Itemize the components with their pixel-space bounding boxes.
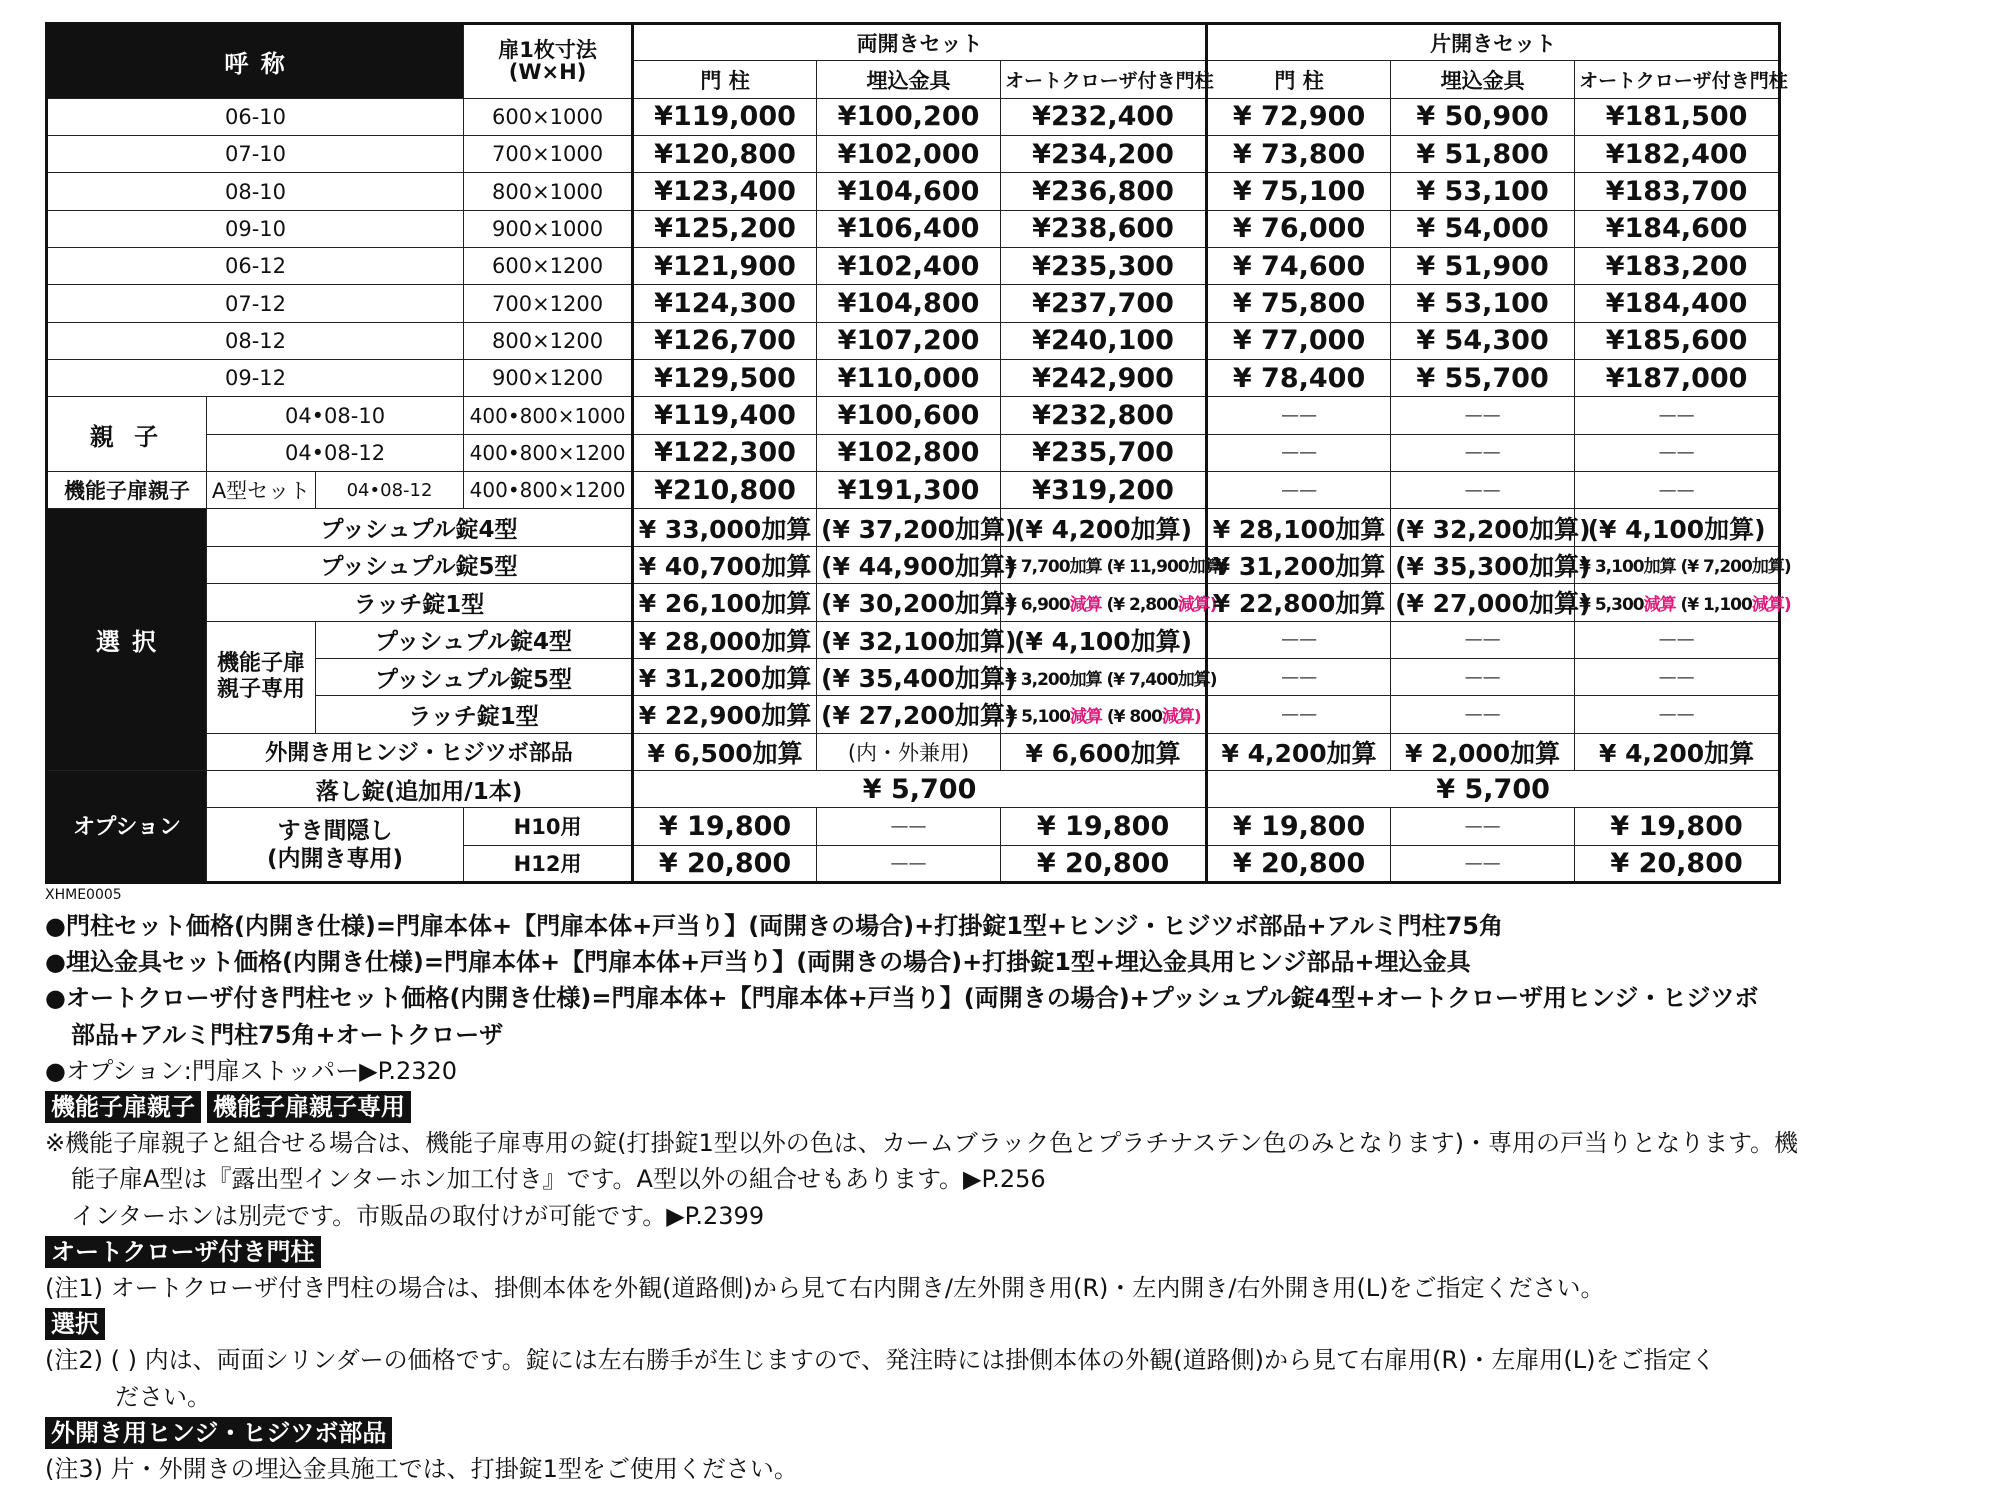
dash-cell: ——: [1391, 808, 1575, 845]
price-cell: ¥ 19,800: [1001, 808, 1207, 845]
kinou-only-label: 機能子扉 親子専用: [207, 621, 316, 733]
row-size: 600×1000: [464, 98, 633, 135]
price-cell: ¥ 20,800: [1207, 845, 1391, 882]
price-cell: ¥ 5,300減算 (¥ 1,100減算): [1575, 584, 1780, 621]
table-row: [47, 621, 1780, 658]
price-cell: (¥ 27,200加算): [817, 696, 1001, 733]
price-cell: ¥126,700: [633, 322, 817, 359]
note-post-set: ●門柱セット価格(内開き仕様)=門扉本体+【門扉本体+戸当り】(両開きの場合)+打掛錠1型+ヒンジ・ヒジツボ部品+アルミ門柱75角: [45, 912, 1504, 940]
price-cell: (¥ 4,100加算): [1001, 621, 1207, 658]
option-name: ラッチ錠1型: [316, 696, 633, 733]
tag-row: [45, 1306, 1985, 1342]
dash-cell: ——: [1207, 621, 1391, 658]
table-row: [47, 770, 1780, 807]
row-name: 06-12: [47, 248, 464, 285]
row-name: 09-10: [47, 210, 464, 247]
note-autocloser-set-cont: 部品+アルミ門柱75角+オートクローザ: [71, 1020, 504, 1049]
dash-cell: ——: [1391, 696, 1575, 733]
dash-cell: ——: [1391, 397, 1575, 434]
price-cell: ¥121,900: [633, 248, 817, 285]
price-cell: ¥ 20,800: [1575, 845, 1780, 882]
price-cell: ¥120,800: [633, 136, 817, 173]
col-embed: 埋込金具: [1391, 61, 1575, 98]
table-row: [47, 322, 1780, 359]
note-autocloser-set: ●オートクローザ付き門柱セット価格(内開き仕様)=門扉本体+【門扉本体+戸当り】(両開きの場合)+プッシュプル錠4型+オートクローザ用ヒンジ・ヒジツボ: [45, 984, 1759, 1013]
row-size: 900×1200: [464, 360, 633, 397]
price-cell: (¥ 4,200加算): [1001, 509, 1207, 546]
price-cell: ¥ 78,400: [1207, 360, 1391, 397]
row-name: 04•08-12: [207, 434, 464, 471]
price-cell: ¥ 20,800: [633, 845, 817, 882]
price-cell: ¥ 5,100減算 (¥ 800減算): [1001, 696, 1207, 733]
price-cell: (¥ 4,100加算): [1575, 509, 1780, 546]
dash-cell: ——: [1575, 397, 1780, 434]
dash-cell: ——: [1391, 621, 1575, 658]
dash-cell: ——: [1391, 434, 1575, 471]
price-table: [45, 22, 1791, 884]
row-name: 08-12: [47, 322, 464, 359]
price-cell: ¥ 4,200加算: [1575, 733, 1780, 770]
col-embed: 埋込金具: [817, 61, 1001, 98]
row-size: 400•800×1200: [464, 472, 633, 509]
tag-row: [45, 1089, 1985, 1125]
table-row: [47, 733, 1780, 770]
option-name: プッシュプル錠4型: [207, 509, 633, 546]
option-name: プッシュプル錠5型: [207, 546, 633, 583]
option-name: プッシュプル錠5型: [316, 658, 633, 695]
price-cell: ¥102,800: [817, 434, 1001, 471]
note-embed-set: ●埋込金具セット価格(内開き仕様)=門扉本体+【門扉本体+戸当り】(両開きの場合)+打掛錠1型+埋込金具用ヒンジ部品+埋込金具: [45, 948, 1471, 977]
price-cell: ¥ 55,700: [1391, 360, 1575, 397]
price-cell: ¥102,400: [817, 248, 1001, 285]
price-cell: ¥ 50,900: [1391, 98, 1575, 135]
price-cell: ¥ 51,800: [1391, 136, 1575, 173]
price-cell: ¥187,000: [1575, 360, 1780, 397]
price-cell: ¥ 6,500加算: [633, 733, 817, 770]
price-cell: ¥237,700: [1001, 285, 1207, 322]
price-cell: ¥235,300: [1001, 248, 1207, 285]
price-cell: ¥ 75,100: [1207, 173, 1391, 210]
row-name: 04•08-10: [207, 397, 464, 434]
single-set-header: 片開きセット: [1207, 24, 1780, 61]
note-2: (注2) ( ) 内は、両面シリンダーの価格です。錠には左右勝手が生じますので、発注時には掛側本体の外観(道路側)から見て右扉用(R)・左扉用(L)をご指定く: [45, 1346, 1716, 1375]
note-kinou: ※機能子扉親子と組合せる場合は、機能子扉専用の錠(打掛錠1型以外の色は、カームブラック色とプラチナステン色のみとなります)・専用の戸当りとなります。機: [45, 1129, 1799, 1158]
price-cell: (¥ 44,900加算): [817, 546, 1001, 583]
price-cell: ¥123,400: [633, 173, 817, 210]
tag-row: [45, 1234, 1985, 1270]
price-cell: ¥ 20,800: [1001, 845, 1207, 882]
price-cell: ¥ 53,100: [1391, 173, 1575, 210]
tag-kinou-only: 機能子扉親子専用: [207, 1091, 411, 1123]
price-cell: ¥ 19,800: [1207, 808, 1391, 845]
option-name: H10用: [464, 808, 633, 845]
option-label: オプション: [47, 770, 207, 882]
price-cell: ¥ 26,100加算: [633, 584, 817, 621]
row-name: 06-10: [47, 98, 464, 135]
dash-cell: ——: [1207, 696, 1391, 733]
price-cell: ¥ 3,200加算 (¥ 7,400加算): [1001, 658, 1207, 695]
price-cell: ¥ 31,200加算: [633, 658, 817, 695]
price-cell: ¥ 19,800: [633, 808, 817, 845]
price-cell: ¥ 75,800: [1207, 285, 1391, 322]
dash-cell: ——: [1575, 434, 1780, 471]
size-header: 扉1枚寸法 (W×H): [464, 24, 633, 99]
table-row: [47, 584, 1780, 621]
tag-hinge: 外開き用ヒンジ・ヒジツボ部品: [45, 1417, 392, 1449]
price-cell: (¥ 35,300加算): [1391, 546, 1575, 583]
product-code: XHME0005: [45, 887, 122, 903]
note-kinou-cont: 能子扉A型は『露出型インターホン加工付き』です。A型以外の組合せもあります。▶P.256: [71, 1165, 1046, 1194]
price-cell: ¥ 31,200加算: [1207, 546, 1391, 583]
price-cell: ¥210,800: [633, 472, 817, 509]
price-cell: ¥236,800: [1001, 173, 1207, 210]
price-cell: ¥110,000: [817, 360, 1001, 397]
price-cell: ¥ 5,700: [633, 770, 1207, 807]
tag-kinou: 機能子扉親子: [45, 1091, 201, 1123]
dash-cell: ——: [817, 808, 1001, 845]
note-1: (注1) オートクローザ付き門柱の場合は、掛側本体を外観(道路側)から見て右内開き/左外開き用(R)・左内開き/右外開き用(L)をご指定ください。: [45, 1274, 1605, 1303]
kinou-label: 機能子扉親子: [47, 472, 207, 509]
price-cell: (¥ 32,200加算): [1391, 509, 1575, 546]
dash-cell: ——: [1207, 658, 1391, 695]
dash-cell: ——: [1391, 845, 1575, 882]
note-2-cont: ださい。: [115, 1382, 211, 1411]
price-cell: ¥ 72,900: [1207, 98, 1391, 135]
price-cell: (¥ 32,100加算): [817, 621, 1001, 658]
price-cell: ¥181,500: [1575, 98, 1780, 135]
price-cell: ¥119,000: [633, 98, 817, 135]
row-size: 900×1000: [464, 210, 633, 247]
price-cell: ¥ 7,700加算 (¥ 11,900加算): [1001, 546, 1207, 583]
price-cell: ¥319,200: [1001, 472, 1207, 509]
table-row: [47, 210, 1780, 247]
price-cell: ¥104,600: [817, 173, 1001, 210]
price-cell: ¥102,000: [817, 136, 1001, 173]
table-row: [47, 173, 1780, 210]
price-cell: (¥ 37,200加算): [817, 509, 1001, 546]
table-row: [47, 285, 1780, 322]
price-cell: ¥100,600: [817, 397, 1001, 434]
table-row: [47, 397, 1780, 434]
price-cell: ¥ 40,700加算: [633, 546, 817, 583]
row-size: 400•800×1200: [464, 434, 633, 471]
row-size: 600×1200: [464, 248, 633, 285]
price-cell: ¥ 28,000加算: [633, 621, 817, 658]
price-cell: ¥ 22,900加算: [633, 696, 817, 733]
sukima-label: すき間隠し (内開き専用): [207, 808, 464, 883]
col-post: 門 柱: [1207, 61, 1391, 98]
table-row: [47, 434, 1780, 471]
dash-cell: ——: [1207, 434, 1391, 471]
option-name: ラッチ錠1型: [207, 584, 633, 621]
price-cell: ¥185,600: [1575, 322, 1780, 359]
price-cell: ¥104,800: [817, 285, 1001, 322]
dash-cell: ——: [1575, 472, 1780, 509]
dash-cell: ——: [1575, 696, 1780, 733]
table-row: [47, 136, 1780, 173]
price-cell: ¥ 28,100加算: [1207, 509, 1391, 546]
price-cell: ¥238,600: [1001, 210, 1207, 247]
oyako-label: 親 子: [47, 397, 207, 472]
price-cell: ¥184,400: [1575, 285, 1780, 322]
price-cell: ¥124,300: [633, 285, 817, 322]
dash-cell: ——: [817, 845, 1001, 882]
price-cell: ¥240,100: [1001, 322, 1207, 359]
price-cell: ¥ 76,000: [1207, 210, 1391, 247]
select-label: 選 択: [47, 509, 207, 770]
dash-cell: ——: [1575, 658, 1780, 695]
price-cell: ¥ 54,300: [1391, 322, 1575, 359]
price-cell: ¥235,700: [1001, 434, 1207, 471]
price-cell: ¥ 53,100: [1391, 285, 1575, 322]
notes: [45, 908, 1985, 1487]
price-cell: ¥232,400: [1001, 98, 1207, 135]
name-header: 呼 称: [47, 24, 464, 99]
note-option: ●オプション:門扉ストッパー▶P.2320: [45, 1056, 458, 1085]
price-cell: ¥ 77,000: [1207, 322, 1391, 359]
price-cell: ¥ 74,600: [1207, 248, 1391, 285]
price-cell: ¥ 3,100加算 (¥ 7,200加算): [1575, 546, 1780, 583]
price-cell: ¥107,200: [817, 322, 1001, 359]
table-row: [47, 98, 1780, 135]
price-cell: ¥ 51,900: [1391, 248, 1575, 285]
price-cell: ¥ 22,800加算: [1207, 584, 1391, 621]
price-cell: (内・外兼用): [817, 733, 1001, 770]
col-post: 門 柱: [633, 61, 817, 98]
dash-cell: ——: [1207, 397, 1391, 434]
price-cell: ¥119,400: [633, 397, 817, 434]
tag-select: 選択: [45, 1308, 105, 1340]
row-size: 700×1000: [464, 136, 633, 173]
table-row: [47, 546, 1780, 583]
row-name: 07-12: [47, 285, 464, 322]
price-cell: ¥234,200: [1001, 136, 1207, 173]
dash-cell: ——: [1207, 472, 1391, 509]
price-cell: ¥ 19,800: [1575, 808, 1780, 845]
price-cell: ¥ 6,600加算: [1001, 733, 1207, 770]
price-cell: ¥106,400: [817, 210, 1001, 247]
row-size: 700×1200: [464, 285, 633, 322]
note-intercom: インターホンは別売です。市販品の取付けが可能です。▶P.2399: [71, 1201, 765, 1230]
price-cell: ¥ 6,900減算 (¥ 2,800減算): [1001, 584, 1207, 621]
dash-cell: ——: [1575, 621, 1780, 658]
price-cell: ¥182,400: [1575, 136, 1780, 173]
price-cell: (¥ 27,000加算): [1391, 584, 1575, 621]
price-cell: ¥ 4,200加算: [1207, 733, 1391, 770]
price-cell: ¥ 73,800: [1207, 136, 1391, 173]
price-cell: (¥ 35,400加算): [817, 658, 1001, 695]
col-autocloser: オートクローザ付き門柱: [1001, 61, 1207, 98]
table-row: [47, 248, 1780, 285]
row-size: 800×1000: [464, 173, 633, 210]
col-autocloser: オートクローザ付き門柱: [1575, 61, 1780, 98]
table-row: [47, 509, 1780, 546]
price-cell: ¥100,200: [817, 98, 1001, 135]
price-cell: ¥232,800: [1001, 397, 1207, 434]
price-cell: (¥ 30,200加算): [817, 584, 1001, 621]
table-row: [47, 472, 1780, 509]
option-name: 落し錠(追加用/1本): [207, 770, 633, 807]
row-name: 09-12: [47, 360, 464, 397]
tag-autocloser: オートクローザ付き門柱: [45, 1236, 321, 1268]
price-cell: ¥183,700: [1575, 173, 1780, 210]
dash-cell: ——: [1391, 472, 1575, 509]
price-cell: ¥242,900: [1001, 360, 1207, 397]
option-name: H12用: [464, 845, 633, 882]
price-cell: ¥122,300: [633, 434, 817, 471]
price-cell: ¥ 33,000加算: [633, 509, 817, 546]
note-3: (注3) 片・外開きの埋込金具施工では、打掛錠1型をご使用ください。: [45, 1455, 798, 1484]
table-row: [47, 360, 1780, 397]
price-cell: ¥191,300: [817, 472, 1001, 509]
tag-row: [45, 1415, 1985, 1451]
kinou-type: A型セット: [207, 472, 316, 509]
double-set-header: 両開きセット: [633, 24, 1207, 61]
row-name: 08-10: [47, 173, 464, 210]
price-cell: ¥184,600: [1575, 210, 1780, 247]
dash-cell: ——: [1391, 658, 1575, 695]
price-cell: ¥ 5,700: [1207, 770, 1780, 807]
row-size: 400•800×1000: [464, 397, 633, 434]
row-size: 800×1200: [464, 322, 633, 359]
price-cell: ¥ 2,000加算: [1391, 733, 1575, 770]
table-row: [47, 808, 1780, 845]
price-cell: ¥183,200: [1575, 248, 1780, 285]
price-cell: ¥129,500: [633, 360, 817, 397]
row-name: 07-10: [47, 136, 464, 173]
row-name: 04•08-12: [316, 472, 464, 509]
option-name: 外開き用ヒンジ・ヒジツボ部品: [207, 733, 633, 770]
price-cell: ¥ 54,000: [1391, 210, 1575, 247]
price-cell: ¥125,200: [633, 210, 817, 247]
option-name: プッシュプル錠4型: [316, 621, 633, 658]
